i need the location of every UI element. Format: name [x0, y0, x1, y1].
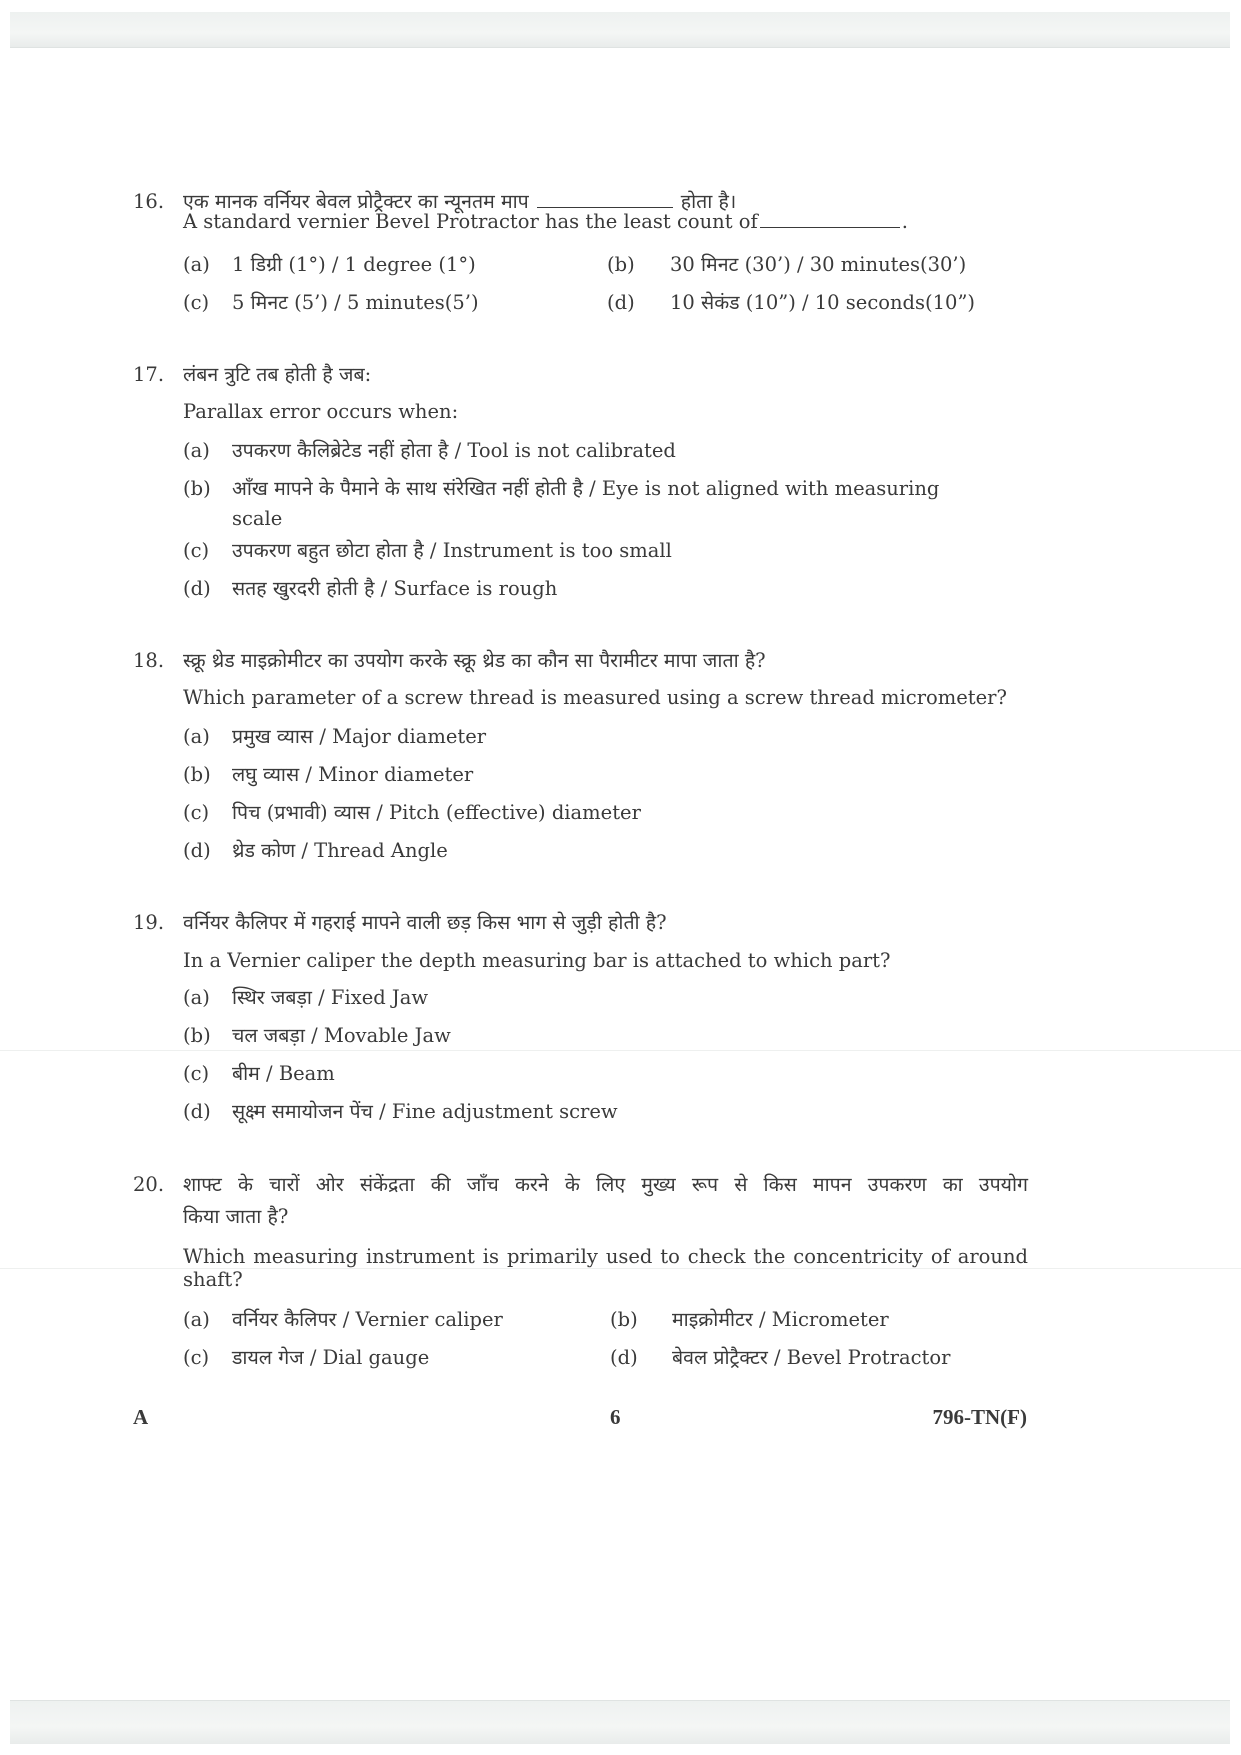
question-hindi: एक मानक वर्नियर बेवल प्रोट्रैक्टर का न्यूनतम माप होता है।: [183, 190, 737, 213]
option-b[interactable]: माइक्रोमीटर / Micrometer: [672, 1308, 889, 1331]
option-d[interactable]: थ्रेड कोण / Thread Angle: [232, 839, 448, 862]
option-label: (b): [607, 253, 635, 276]
question-hindi: वर्नियर कैलिपर में गहराई मापने वाली छड़ किस भाग से जुड़ी होती है?: [183, 911, 667, 934]
question-hindi: लंबन त्रुटि तब होती है जब:: [183, 363, 372, 386]
option-label: (c): [183, 539, 210, 562]
option-a[interactable]: उपकरण कैलिब्रेटेड नहीं होता है / Tool is not calibrated: [232, 439, 676, 462]
option-a[interactable]: 1 डिग्री (1°) / 1 degree (1°): [232, 253, 476, 276]
option-label: (c): [183, 801, 210, 824]
question-english: Parallax error occurs when:: [183, 400, 459, 423]
option-c[interactable]: उपकरण बहुत छोटा होता है / Instrument is too small: [232, 539, 672, 562]
option-label: (c): [183, 1346, 210, 1369]
option-d[interactable]: 10 सेकंड (10”) / 10 seconds(10”): [670, 291, 976, 314]
option-b[interactable]: आँख मापने के पैमाने के साथ संरेखित नहीं होती है / Eye is not aligned with measuring: [232, 477, 940, 500]
option-label: (d): [610, 1346, 638, 1369]
question-number: 16.: [133, 190, 165, 213]
paper-code: 796-TN(F): [932, 1405, 1027, 1429]
question-english: Which measuring instrument is primarily used to check the concentricity of around: [183, 1245, 1028, 1268]
option-label: (a): [183, 725, 210, 748]
question-number: 18.: [133, 649, 165, 672]
scan-top-band: [10, 12, 1230, 48]
option-a[interactable]: स्थिर जबड़ा / Fixed Jaw: [232, 986, 429, 1009]
option-a[interactable]: प्रमुख व्यास / Major diameter: [232, 725, 487, 748]
page-number: 6: [610, 1405, 621, 1429]
answer-blank: [760, 226, 900, 228]
option-a[interactable]: वर्नियर कैलिपर / Vernier caliper: [232, 1308, 503, 1331]
question-hindi: शाफ्ट के चारों ओर संकेंद्रता की जाँच करने के लिए मुख्य रूप से किस मापन उपकरण का उपयोग: [183, 1173, 1028, 1196]
option-label: (c): [183, 1062, 210, 1085]
option-label: (b): [183, 477, 211, 500]
option-c[interactable]: पिच (प्रभावी) व्यास / Pitch (effective) diameter: [232, 801, 641, 824]
option-c[interactable]: डायल गेज / Dial gauge: [232, 1346, 430, 1369]
question-english: A standard vernier Bevel Protractor has the least count of .: [183, 210, 908, 233]
option-label: (b): [183, 1024, 211, 1047]
option-label: (a): [183, 1308, 210, 1331]
scan-artifact-line: [0, 1050, 1241, 1051]
paper-set: A: [133, 1405, 149, 1429]
question-hindi-continued: किया जाता है?: [183, 1205, 289, 1228]
question-english: Which parameter of a screw thread is measured using a screw thread micrometer?: [183, 686, 1007, 709]
option-c[interactable]: बीम / Beam: [232, 1062, 335, 1085]
question-english: In a Vernier caliper the depth measuring bar is attached to which part?: [183, 949, 891, 972]
question-hindi: स्क्रू थ्रेड माइक्रोमीटर का उपयोग करके स्क्रू थ्रेड का कौन सा पैरामीटर मापा जाता है?: [183, 649, 766, 672]
option-d[interactable]: सतह खुरदरी होती है / Surface is rough: [232, 577, 558, 600]
question-number: 17.: [133, 363, 165, 386]
question-number: 20.: [133, 1173, 165, 1196]
option-b[interactable]: 30 मिनट (30’) / 30 minutes(30’): [670, 253, 967, 276]
question-number: 19.: [133, 911, 165, 934]
option-label: (d): [183, 1100, 211, 1123]
option-label: (a): [183, 986, 210, 1009]
option-d[interactable]: बेवल प्रोट्रैक्टर / Bevel Protractor: [672, 1346, 951, 1369]
option-label: (a): [183, 439, 210, 462]
option-label: (d): [607, 291, 635, 314]
option-b[interactable]: चल जबड़ा / Movable Jaw: [232, 1024, 451, 1047]
answer-blank: [537, 206, 673, 208]
option-label: (b): [183, 763, 211, 786]
option-label: (c): [183, 291, 210, 314]
option-c[interactable]: 5 मिनट (5’) / 5 minutes(5’): [232, 291, 479, 314]
option-b-continued: scale: [232, 507, 283, 530]
option-b[interactable]: लघु व्यास / Minor diameter: [232, 763, 474, 786]
option-d[interactable]: सूक्ष्म समायोजन पेंच / Fine adjustment screw: [232, 1100, 618, 1123]
option-label: (d): [183, 577, 211, 600]
option-label: (d): [183, 839, 211, 862]
scan-bottom-band: [10, 1700, 1230, 1744]
question-english-continued: shaft?: [183, 1268, 243, 1291]
option-label: (a): [183, 253, 210, 276]
option-label: (b): [610, 1308, 638, 1331]
